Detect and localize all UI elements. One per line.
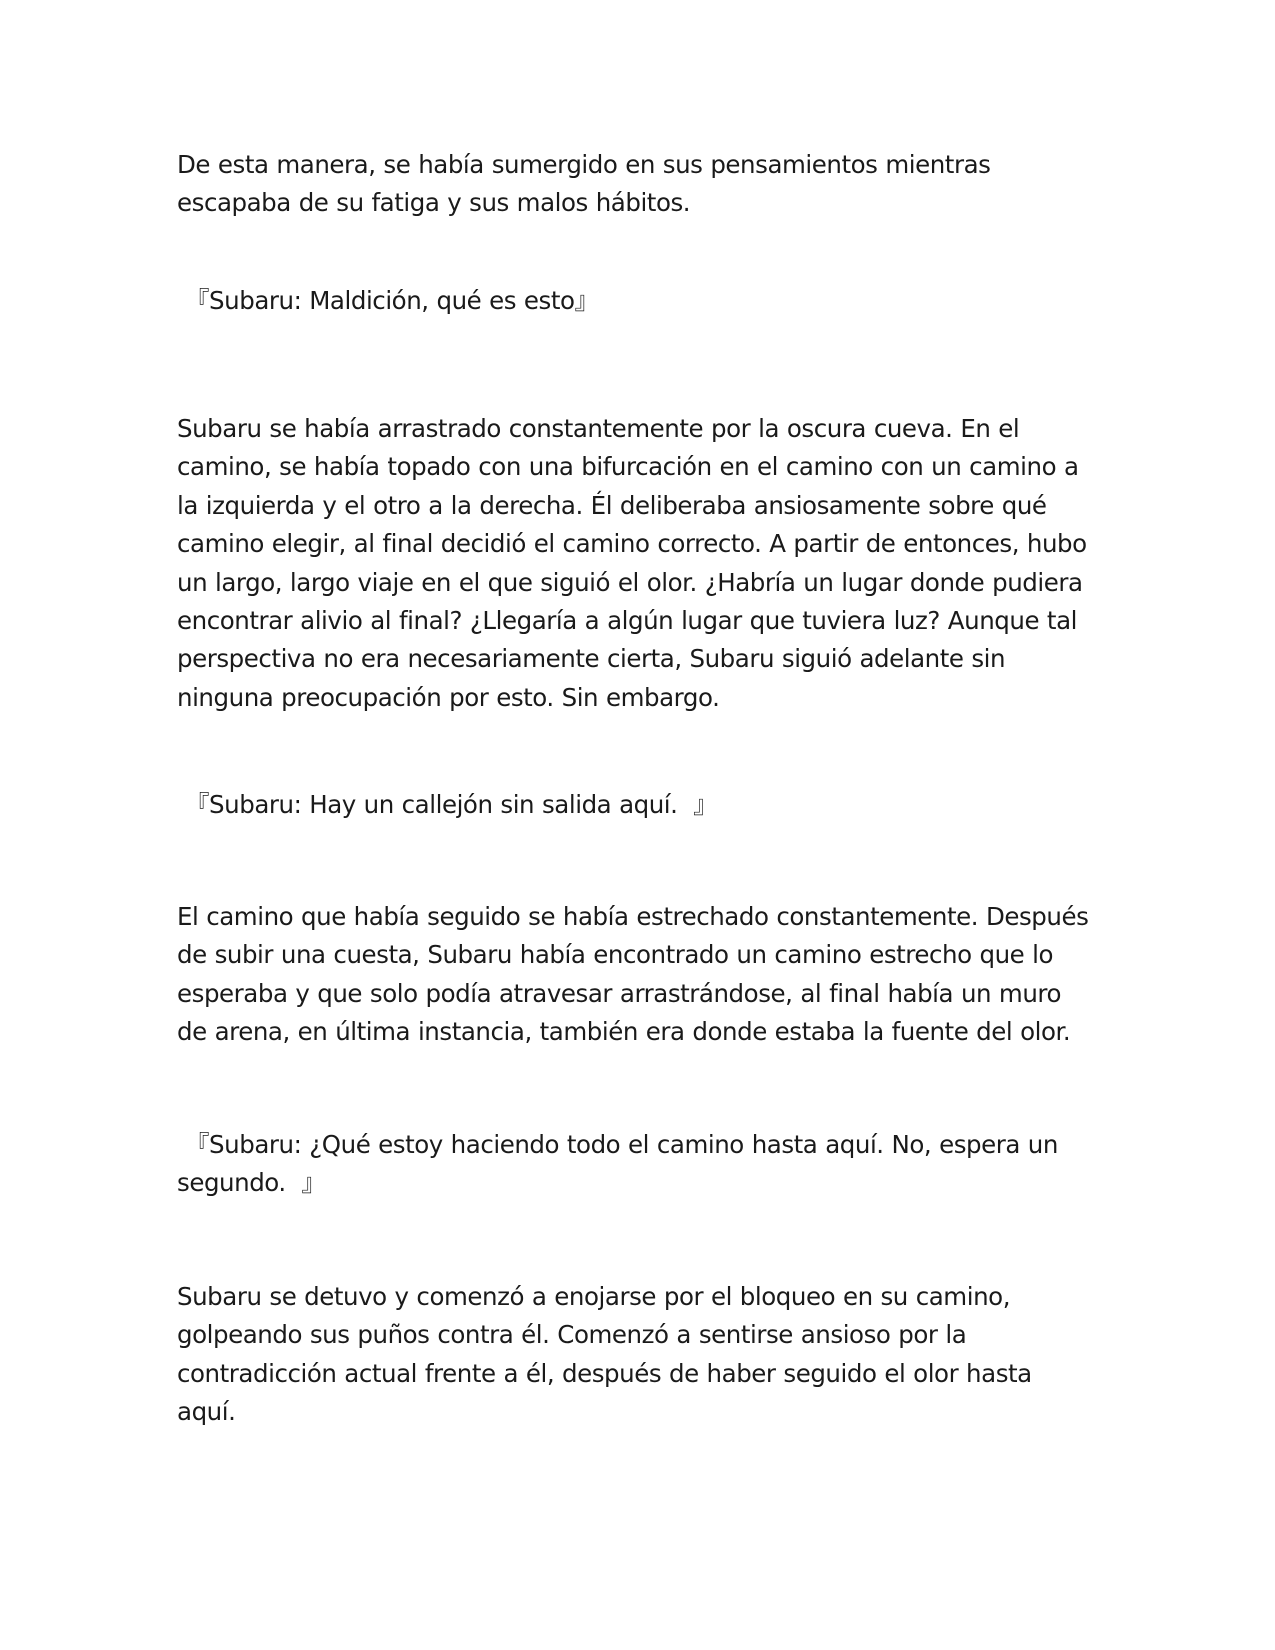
paragraph-2: Subaru se había arrastrado constantemente por la oscura cueva. En el camino, se había topado con una bifurcación en el camino con un camino a la izquierda y el otro a la derecha. Él deliberaba ansiosamente sobre qué camino elegir, al final decidió el camino correcto. A partir de entonces, hubo un largo, largo viaje en el que siguió el olor. ¿Habría un lugar donde pudiera encontrar alivio al final? ¿Llegaría a algún lugar que tuviera luz? Aunque tal perspectiva no era necesariamente cierta, Subaru siguió adelante sin ninguna preocupación por esto. Sin embargo. bbox=[177, 414, 1087, 712]
paragraph-4: Subaru se detuvo y comenzó a enojarse por el bloqueo en su camino, golpeando sus puños contra él. Comenzó a sentirse ansioso por la contradicción actual frente a él, después de haber seguido el olor hasta aquí. bbox=[177, 1282, 1032, 1427]
dialogue-2: 『Subaru: Hay un callejón sin salida aquí. 』 bbox=[185, 790, 718, 819]
dialogue-3: 『Subaru: ¿Qué estoy haciendo todo el camino hasta aquí. No, espera un segundo. 』 bbox=[177, 1130, 1066, 1198]
paragraph-3: El camino que había seguido se había estrechado constantemente. Después de subir una cuesta, Subaru había encontrado un camino estrecho que lo esperaba y que solo podía atravesar arrastrándose, al final había un muro de arena, en última instancia, también era donde estaba la fuente del olor. bbox=[177, 902, 1089, 1047]
paragraph-1: De esta manera, se había sumergido en sus pensamientos mientras escapaba de su fatiga y sus malos hábitos. bbox=[177, 150, 991, 218]
dialogue-1: 『Subaru: Maldición, qué es esto』 bbox=[185, 286, 599, 315]
